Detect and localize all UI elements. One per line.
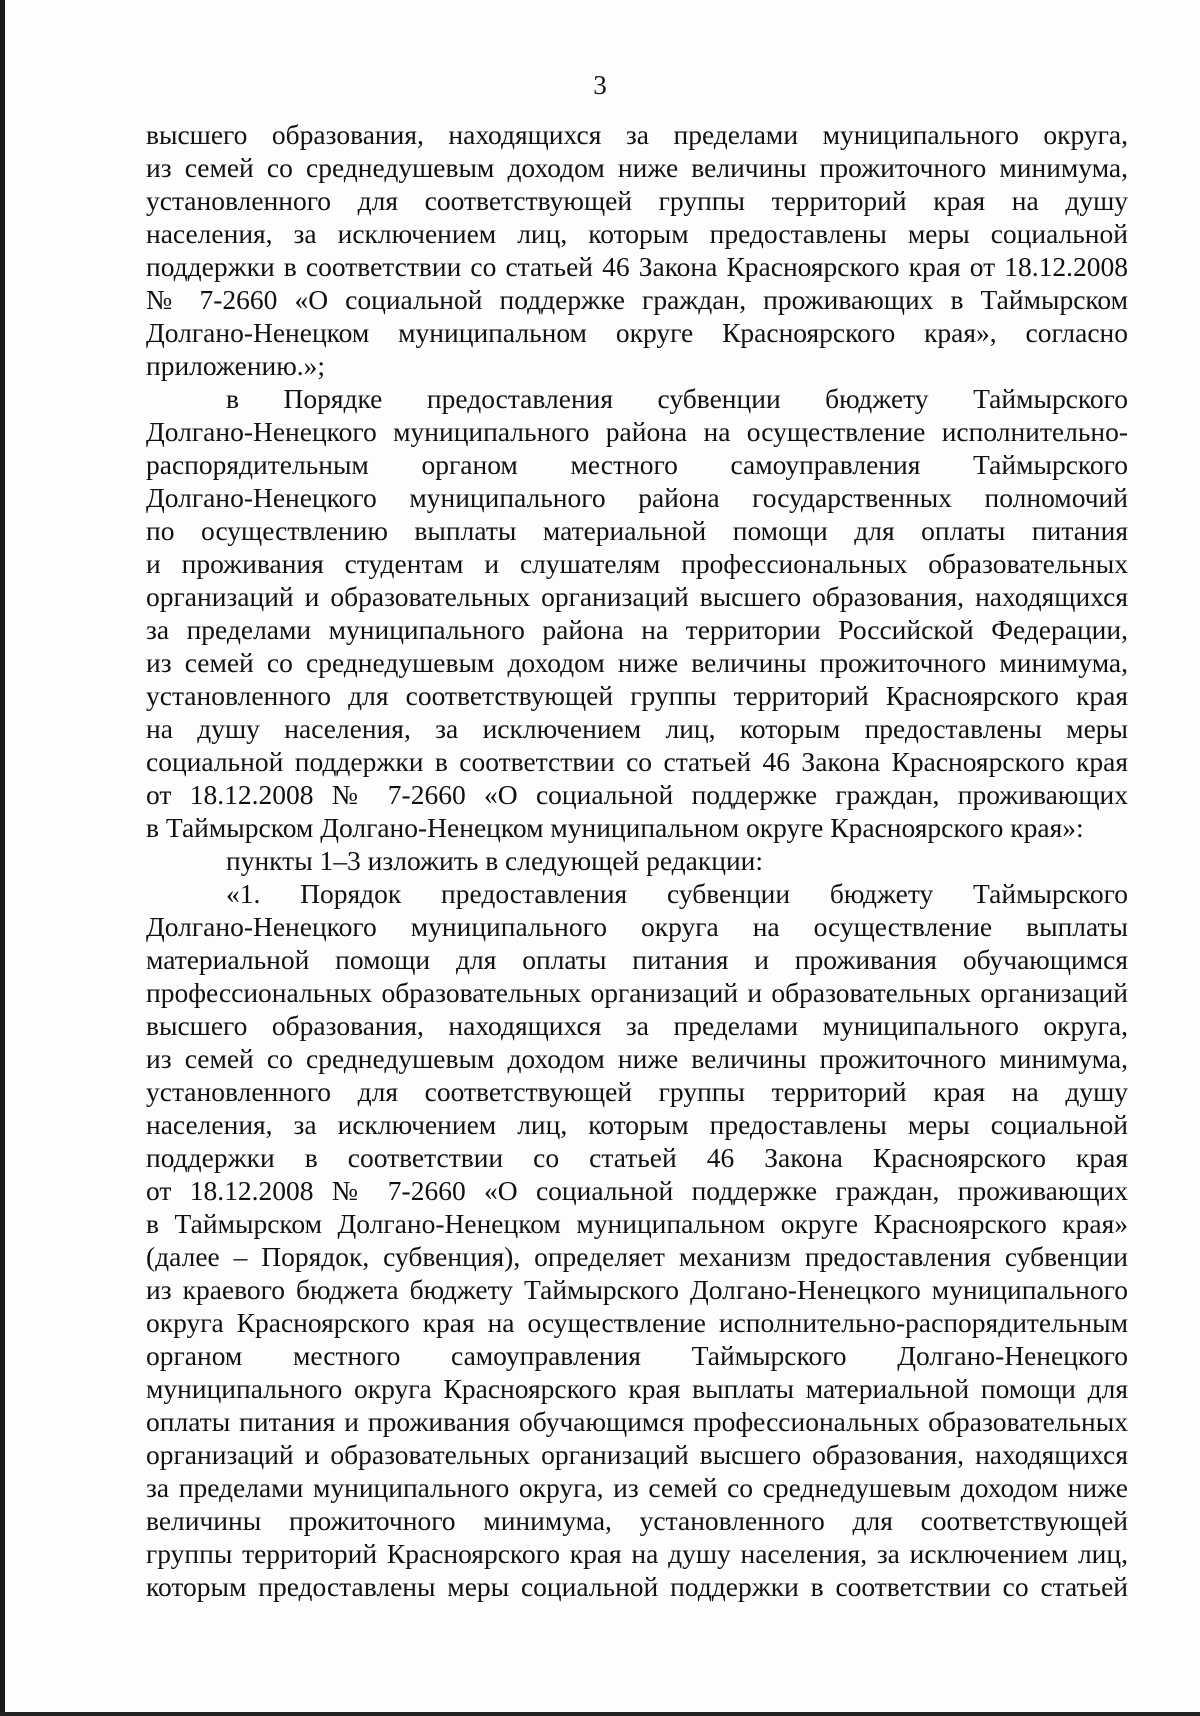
text-line: № 7-2660 «О социальной поддержке граждан, проживающих в Таймырском (146, 284, 1128, 315)
text-line: из краевого бюджета бюджету Таймырского Долгано-Ненецкого муниципального (146, 1274, 1128, 1305)
text-line: организаций и образовательных организаций высшего образования, находящихся (146, 1439, 1128, 1470)
text-line: Долгано-Ненецкого муниципального района государственных полномочий (146, 482, 1128, 513)
text-line: материальной помощи для оплаты питания и проживания обучающимся (146, 944, 1128, 975)
text-line: социальной поддержки в соответствии со статьей 46 Закона Красноярского края (146, 746, 1128, 777)
text-line: организаций и образовательных организаций высшего образования, находящихся (146, 581, 1128, 612)
text-line: (далее – Порядок, субвенция), определяет механизм предоставления субвенции (146, 1241, 1128, 1272)
text-line: муниципального округа Красноярского края выплаты материальной помощи для (146, 1373, 1128, 1404)
text-line: Долгано-Ненецкого муниципального округа на осуществление выплаты (146, 911, 1128, 942)
text-line: группы территорий Красноярского края на душу населения, за исключением лиц, (146, 1538, 1128, 1569)
text-line: за пределами муниципального округа, из семей со среднедушевым доходом ниже (146, 1472, 1128, 1503)
text-line: установленного для соответствующей группы территорий края на душу (146, 1076, 1128, 1107)
text-line: округа Красноярского края на осуществление исполнительно-распорядительным (146, 1307, 1128, 1338)
text-line: на душу населения, за исключением лиц, которым предоставлены меры (146, 713, 1128, 744)
text-line: в Таймырском Долгано-Ненецком муниципальном округе Красноярского края»: (146, 812, 1084, 843)
text-line: из семей со среднедушевым доходом ниже величины прожиточного минимума, (146, 152, 1128, 183)
text-line: поддержки в соответствии со статьей 46 Закона Красноярского края от 18.12.2008 (146, 251, 1128, 282)
text-line: установленного для соответствующей группы территорий края на душу (146, 185, 1128, 216)
text-line: поддержки в соответствии со статьей 46 Закона Красноярского края (146, 1142, 1128, 1173)
text-line: «1. Порядок предоставления субвенции бюджету Таймырского (226, 878, 1128, 909)
text-line: которым предоставлены меры социальной поддержки в соответствии со статьей (146, 1571, 1128, 1602)
text-line: распорядительным органом местного самоуправления Таймырского (146, 449, 1128, 480)
text-line: высшего образования, находящихся за пределами муниципального округа, (146, 1010, 1128, 1041)
text-line: из семей со среднедушевым доходом ниже величины прожиточного минимума, (146, 1043, 1128, 1074)
text-line: и проживания студентам и слушателям профессиональных образовательных (146, 548, 1128, 579)
text-line: от 18.12.2008 № 7-2660 «О социальной поддержке граждан, проживающих (146, 1175, 1128, 1206)
scan-bottom-edge (0, 1712, 1200, 1716)
document-body (146, 118, 1128, 1603)
text-line: в Таймырском Долгано-Ненецком муниципальном округе Красноярского края» (146, 1208, 1128, 1239)
text-line: профессиональных образовательных организаций и образовательных организаций (146, 977, 1128, 1008)
text-line: населения, за исключением лиц, которым предоставлены меры социальной (146, 218, 1128, 249)
text-line: оплаты питания и проживания обучающимся профессиональных образовательных (146, 1406, 1128, 1437)
text-line: по осуществлению выплаты материальной помощи для оплаты питания (146, 515, 1128, 546)
text-line: установленного для соответствующей группы территорий Красноярского края (146, 680, 1128, 711)
text-line: величины прожиточного минимума, установленного для соответствующей (146, 1505, 1128, 1536)
page-number: 3 (593, 70, 607, 100)
text-line: населения, за исключением лиц, которым предоставлены меры социальной (146, 1109, 1128, 1140)
text-line: в Порядке предоставления субвенции бюджету Таймырского (226, 383, 1128, 414)
text-line: за пределами муниципального района на территории Российской Федерации, (146, 614, 1128, 645)
text-line: пункты 1–3 изложить в следующей редакции: (226, 845, 764, 876)
text-line: Долгано-Ненецкого муниципального района на осуществление исполнительно- (146, 416, 1128, 447)
text-line: Долгано-Ненецком муниципальном округе Красноярского края», согласно (146, 317, 1128, 348)
text-line: от 18.12.2008 № 7-2660 «О социальной поддержке граждан, проживающих (146, 779, 1128, 810)
text-line: приложению.»; (146, 350, 326, 381)
text-line: органом местного самоуправления Таймырского Долгано-Ненецкого (146, 1340, 1128, 1371)
scan-left-edge (0, 0, 5, 1716)
text-line: из семей со среднедушевым доходом ниже величины прожиточного минимума, (146, 647, 1128, 678)
text-line: высшего образования, находящихся за пределами муниципального округа, (146, 119, 1128, 150)
